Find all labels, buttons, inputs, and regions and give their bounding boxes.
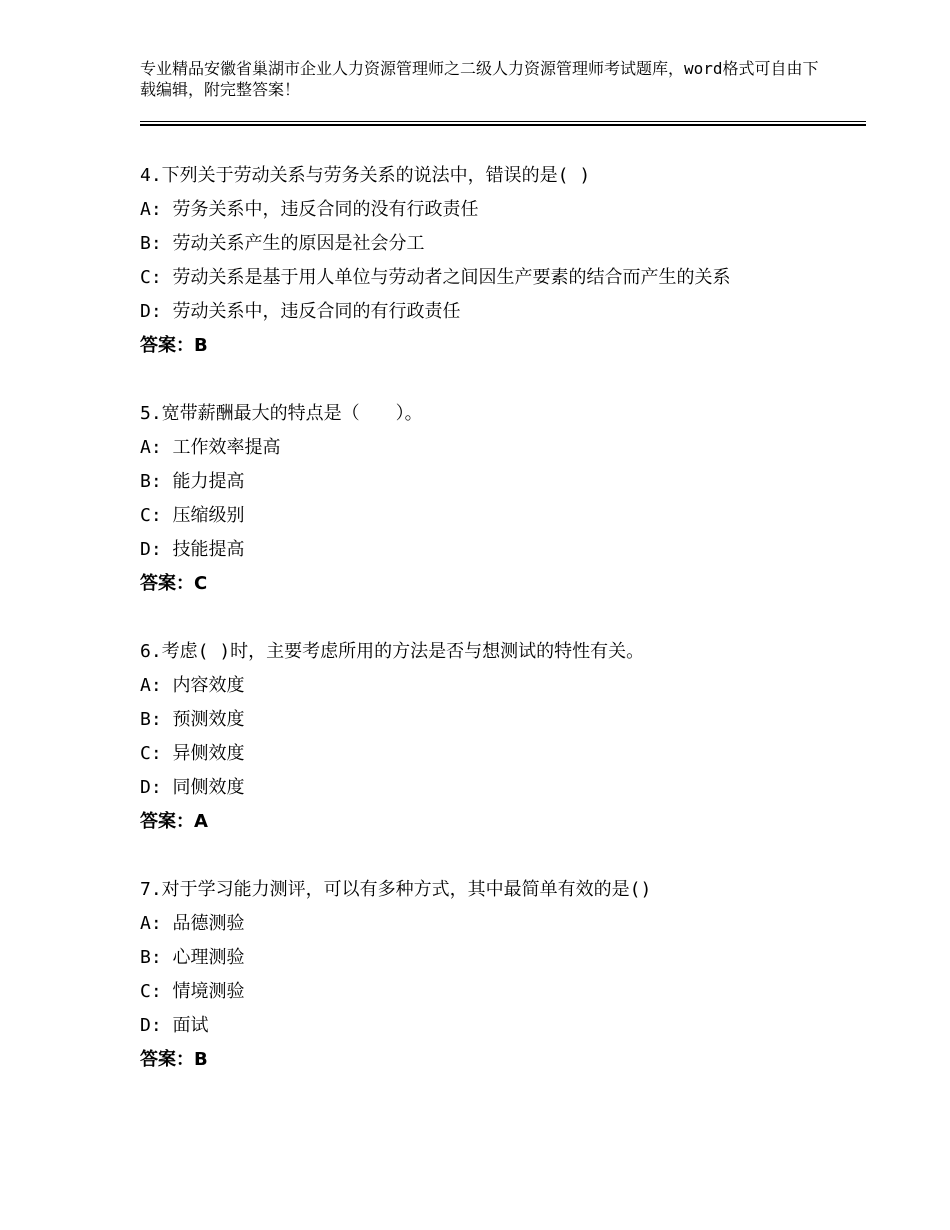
option-a: A: 内容效度 [140,675,245,696]
option-b: B: 劳动关系产生的原因是社会分工 [140,233,425,254]
answer-line: 答案：A [140,811,208,832]
option-d: D: 劳动关系中，违反合同的有行政责任 [140,301,461,322]
document-header: 专业精品安徽省巢湖市企业人力资源管理师之二级人力资源管理师考试题库，word格式可自由下载编辑，附完整答案！ [140,59,819,99]
question-stem: 6.考虑( )时，主要考虑所用的方法是否与想测试的特性有关。 [140,641,645,662]
answer-line: 答案：B [140,1049,208,1070]
question-stem: 5.宽带薪酬最大的特点是（ ）。 [140,403,423,424]
option-c: C: 情境测验 [140,981,245,1002]
answer-line: 答案：B [140,335,208,356]
header-divider-thin [140,121,866,122]
option-c: C: 劳动关系是基于用人单位与劳动者之间因生产要素的结合而产生的关系 [140,267,731,288]
option-c: C: 异侧效度 [140,743,245,764]
option-a: A: 品德测验 [140,913,245,934]
question-6 [140,635,830,839]
question-stem: 7.对于学习能力测评，可以有多种方式，其中最简单有效的是() [140,879,652,900]
option-a: A: 工作效率提高 [140,437,281,458]
option-d: D: 技能提高 [140,539,245,560]
question-list [140,159,830,1111]
question-4 [140,159,830,363]
answer-line: 答案：C [140,573,208,594]
option-c: C: 压缩级别 [140,505,245,526]
option-b: B: 预测效度 [140,709,245,730]
header-divider-thick [140,124,866,126]
option-b: B: 能力提高 [140,471,245,492]
question-7 [140,873,830,1077]
option-a: A: 劳务关系中，违反合同的没有行政责任 [140,199,479,220]
option-b: B: 心理测验 [140,947,245,968]
option-d: D: 同侧效度 [140,777,245,798]
question-stem: 4.下列关于劳动关系与劳务关系的说法中，错误的是( ) [140,165,591,186]
option-d: D: 面试 [140,1015,209,1036]
question-5 [140,397,830,601]
